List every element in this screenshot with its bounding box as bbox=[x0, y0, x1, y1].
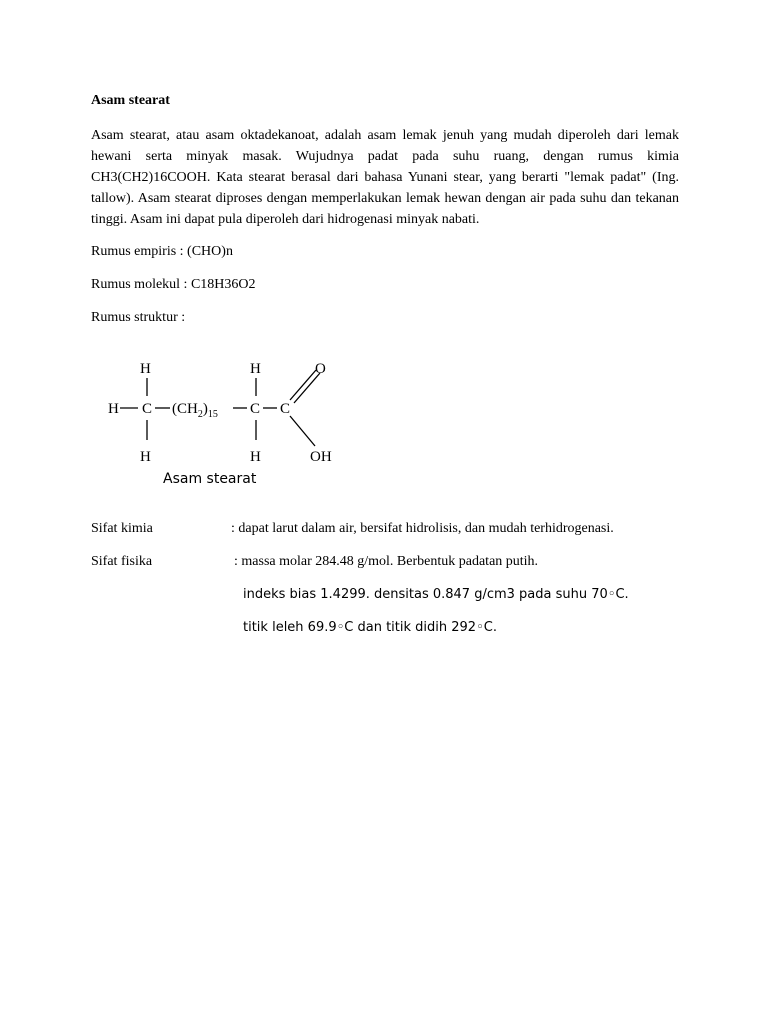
physical-properties-label: Sifat fisika bbox=[91, 554, 153, 569]
ch2-group: $(CH_2)_{15}$ bbox=[172, 401, 218, 420]
structure-caption: Asam stearat bbox=[163, 471, 257, 487]
atom-h-top-left: H bbox=[140, 361, 151, 377]
document-title: Asam stearat bbox=[91, 93, 170, 108]
intro-paragraph: Asam stearat, atau asam oktadekanoat, adalah asam lemak jenuh yang mudah diperoleh dari lemak hewani serta minyak masak. Wujudnya padat pada suhu ruang, dengan rumus kimia CH3(CH2)16COOH. Kata stearat berasal dari bahasa Yunani stear, yang berarti "lemak padat" (Ing. tallow). Asam stearat diproses dengan memperlakukan lemak hewan dengan air pada suhu dan tekanan tinggi. Asam ini dapat pula diperoleh dari hidrogenasi minyak nabati. bbox=[91, 128, 679, 227]
chemical-properties-label: Sifat kimia bbox=[91, 521, 153, 536]
atom-h-bottom-right: H bbox=[250, 449, 261, 465]
atom-c-left: C bbox=[142, 401, 153, 417]
bond-c-oh bbox=[290, 416, 315, 446]
physical-properties-value-1: : massa molar 284.48 g/mol. Berbentuk padatan putih. bbox=[234, 554, 539, 569]
physical-properties-value-3: titik leleh 69.9◦C dan titik didih 292◦C. bbox=[243, 620, 497, 635]
bond-c-o-double-1 bbox=[290, 370, 316, 400]
structural-formula-diagram bbox=[100, 352, 350, 494]
atom-c-carboxyl: C bbox=[280, 401, 291, 417]
empirical-formula: Rumus empiris : (CHO)n bbox=[91, 244, 233, 259]
atom-oh: OH bbox=[310, 449, 332, 465]
atom-c-mid: C bbox=[250, 401, 261, 417]
atom-h-top-right: H bbox=[250, 361, 261, 377]
atom-h-bottom-left: H bbox=[140, 449, 151, 465]
atom-o: O bbox=[315, 361, 326, 377]
bond-c-o-double-2 bbox=[294, 373, 320, 403]
physical-properties-value-2: indeks bias 1.4299. densitas 0.847 g/cm3 pada suhu 70◦C. bbox=[243, 587, 629, 602]
molecular-formula: Rumus molekul : C18H36O2 bbox=[91, 277, 256, 292]
structural-formula-label: Rumus struktur : bbox=[91, 310, 186, 325]
atom-h-left: H bbox=[108, 401, 119, 417]
chemical-properties-value: : dapat larut dalam air, bersifat hidrolisis, dan mudah terhidrogenasi. bbox=[231, 521, 614, 536]
